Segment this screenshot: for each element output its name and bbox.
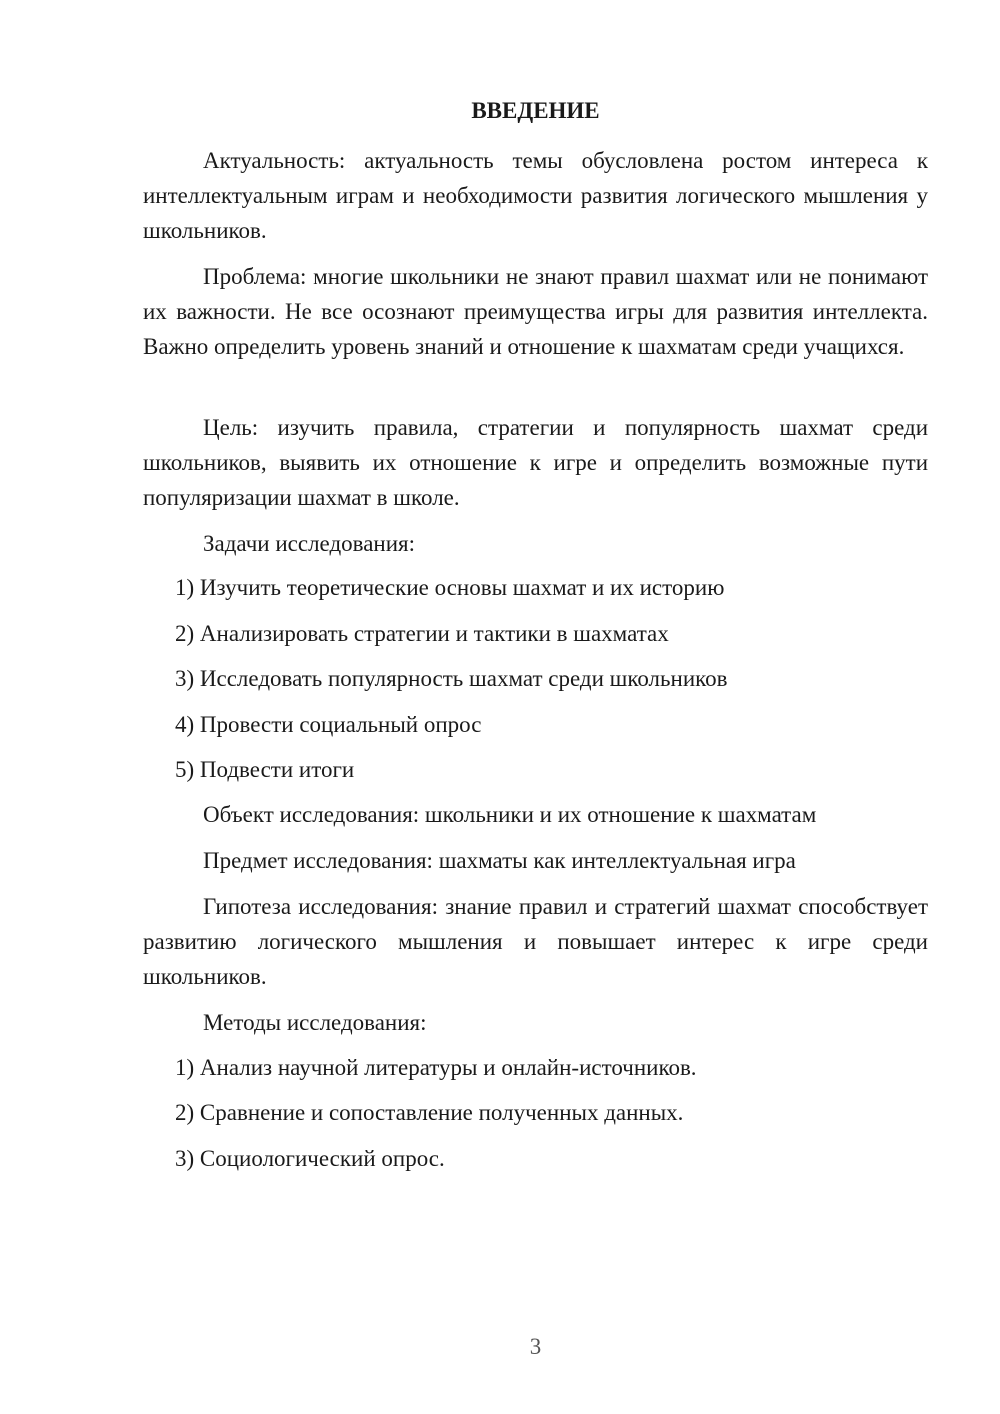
method-item: 1) Анализ научной литературы и онлайн-источников. <box>175 1055 697 1080</box>
document-page <box>143 0 928 1414</box>
task-item: 3) Исследовать популярность шахмат среди школьников <box>175 666 728 691</box>
tasks-heading: Задачи исследования: <box>203 531 416 556</box>
goal-paragraph: Цель: изучить правила, стратегии и популярность шахмат среди школьников, выявить их отношение к игре и определить возможные пути популяризации шахмат в школе. <box>143 415 928 510</box>
method-item: 3) Социологический опрос. <box>175 1146 445 1171</box>
task-item: 5) Подвести итоги <box>175 757 355 782</box>
task-item: 1) Изучить теоретические основы шахмат и их историю <box>175 575 725 600</box>
problem-paragraph: Проблема: многие школьники не знают правил шахмат или не понимают их важности. Не все осознают преимущества игры для развития интеллекта. Важно определить уровень знаний и отношение к шахматам среди учащихся. <box>143 264 928 359</box>
method-item: 2) Сравнение и сопоставление полученных данных. <box>175 1100 684 1125</box>
task-item: 2) Анализировать стратегии и тактики в шахматах <box>175 621 669 646</box>
page-number: 3 <box>529 1334 542 1359</box>
task-item: 4) Провести социальный опрос <box>175 712 482 737</box>
methods-heading: Методы исследования: <box>203 1010 427 1035</box>
hypothesis-paragraph: Гипотеза исследования: знание правил и стратегий шахмат способствует развитию логического мышления и повышает интерес к игре среди школьников. <box>143 894 928 989</box>
research-object: Объект исследования: школьники и их отношение к шахматам <box>203 802 817 827</box>
research-subject: Предмет исследования: шахматы как интеллектуальная игра <box>203 848 796 873</box>
section-title: ВВЕДЕНИЕ <box>471 98 600 123</box>
relevance-paragraph: Актуальность: актуальность темы обусловлена ростом интереса к интеллектуальным играм и необходимости развития логического мышления у школьников. <box>143 148 928 243</box>
